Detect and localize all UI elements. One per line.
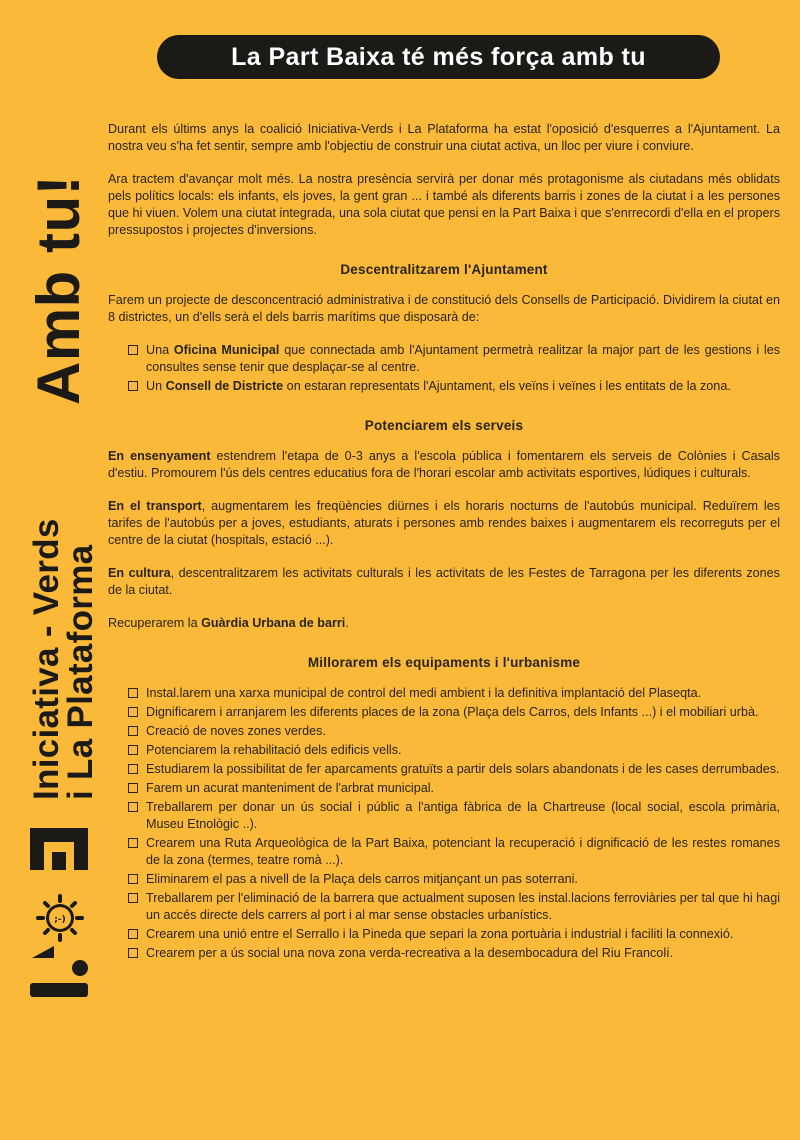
logo-face-text: ;-) — [54, 915, 66, 925]
list-item: Estudiarem la possibilitat de fer aparcaments gratuïts a partir dels solars abandonats i de les cases derrumbades. — [108, 761, 780, 778]
list-item: Crearem per a ús social una nova zona verda-recreativa a la desembocadura del Riu Francolí. — [108, 945, 780, 962]
checkbox-square-icon — [128, 783, 138, 793]
sidebar-org-line1: Iniciativa - Verds — [27, 518, 66, 800]
list-item: Instal.larem una xarxa municipal de control del medi ambient i la definitiva implantació del Plaseqta. — [108, 685, 780, 702]
checkbox-square-icon — [128, 948, 138, 958]
sidebar-org-line2: i La Plataforma — [61, 544, 100, 800]
section-heading-equipment: Millorarem els equipaments i l'urbanisme — [307, 655, 581, 670]
checkbox-square-icon — [128, 802, 138, 812]
section2-paragraph: Recuperarem la Guàrdia Urbana de barri. — [108, 616, 349, 630]
section-heading-services: Potenciarem els serveis — [364, 418, 524, 433]
list-item: Crearem una Ruta Arqueològica de la Part Baixa, potenciant la recuperació i dignificació de les restes romanes de la zona (termes, teatre romà ...). — [108, 835, 780, 869]
main-text-column — [108, 121, 780, 978]
section1-text: Farem un projecte de desconcentració administrativa i de constitució dels Consells de Participació. Dividirem la ciutat en 8 districtes, un d'ells serà el dels barris marítims que disposarà de: — [108, 293, 780, 324]
sidebar-organization — [27, 518, 100, 800]
checkbox-square-icon — [128, 381, 138, 391]
checkbox-square-icon — [128, 893, 138, 903]
section1-list — [108, 342, 780, 395]
intro-paragraph-2: Ara tractem d'avançar molt més. La nostra presència servirà per donar més protagonisme als ciutadans més oblidats pels polítics locals: els infants, els joves, la gent gran ... i també als diferents barris i zones de la ciutat i a les persones que hi viuen. Volem una ciutat integrada, una sola ciutat que pensi en la Part Baixa i que s'enrrecordi d'ella en el propers pressupostos i projectes d'inversions. — [108, 172, 781, 237]
list-item: Potenciarem la rehabilitació dels edificis vells. — [108, 742, 780, 759]
section2-paragraph: En el transport, augmentarem les freqüències diürnes i els horaris nocturns de l'autobús municipal. Reduïrem les tarifes de l'autobús per a joves, estudiants, aturats i persones amb rendes baixes i augmentarem els recorreguts per el centre de la ciutat (hospitals, estació ...). — [108, 499, 780, 547]
list-item: Una Oficina Municipal que connectada amb l'Ajuntament permetrà realitzar la major part de les gestions i les consultes sense tenir que desplaçar-se al centre. — [108, 342, 780, 376]
list-item: Treballarem per l'eliminació de la barrera que actualment suposen les instal.lacions ferroviàries per tal que hi hagi un accés directe dels carrers al port i al mar sense obstacles urbanístics. — [108, 890, 780, 924]
checkbox-square-icon — [128, 688, 138, 698]
section-heading-decentralize: Descentralitzarem l'Ajuntament — [340, 262, 548, 277]
list-item: Eliminarem el pas a nivell de la Plaça dels carros mitjançant un pas soterrani. — [108, 871, 780, 888]
checkbox-square-icon — [128, 838, 138, 848]
list-item: Creació de noves zones verdes. — [108, 723, 780, 740]
list-item: Dignificarem i arranjarem les diferents places de la zona (Plaça dels Carros, dels Infants ...) i el mobiliari urbà. — [108, 704, 780, 721]
logo-bracket-icon — [30, 828, 88, 870]
logo-exclamation-icon — [30, 946, 88, 997]
checkbox-square-icon — [128, 764, 138, 774]
logo-sun-icon — [38, 896, 82, 940]
page-title: La Part Baixa té més força amb tu — [231, 42, 646, 71]
list-item: Un Consell de Districte on estaran representats l'Ajuntament, els veïns i veïnes i les entitats de la zona. — [108, 378, 780, 395]
checkbox-square-icon — [128, 929, 138, 939]
party-logo — [24, 818, 94, 1018]
section2-paragraph: En ensenyament estendrem l'etapa de 0-3 anys a l'escola pública i fomentarem els serveis de Colònies i Casals d'estiu. Promourem l'ús dels centres educatius fora de l'horari escolar amb activitats esportives, lúdiques i culturals. — [108, 449, 780, 480]
list-item: Crearem una unió entre el Serrallo i la Pineda que separi la zona portuària i industrial i faciliti la connexió. — [108, 926, 780, 943]
intro-paragraph-1: Durant els últims anys la coalició Iniciativa-Verds i La Plataforma ha estat l'oposició d'esquerres a l'Ajuntament. La nostra veu s'ha fet sentir, sempre amb l'objectiu de construir una ciutat activa, un lloc per viure i conviure. — [108, 122, 780, 153]
checkbox-square-icon — [128, 726, 138, 736]
list-item: Farem un acurat manteniment de l'arbrat municipal. — [108, 780, 780, 797]
sidebar-slogan: Amb tu! — [25, 174, 92, 405]
checkbox-square-icon — [128, 874, 138, 884]
section3-list — [108, 685, 780, 962]
checkbox-square-icon — [128, 745, 138, 755]
checkbox-square-icon — [128, 707, 138, 717]
list-item: Treballarem per donar un ús social i públic a l'antiga fàbrica de la Chartreuse (local social, escola primària, Museu Etnològic ..). — [108, 799, 780, 833]
title-banner — [157, 35, 720, 79]
section2-paragraph: En cultura, descentralitzarem les activitats culturals i les activitats de les Festes de Tarragona per les diferents zones de la ciutat. — [108, 566, 780, 597]
checkbox-square-icon — [128, 345, 138, 355]
